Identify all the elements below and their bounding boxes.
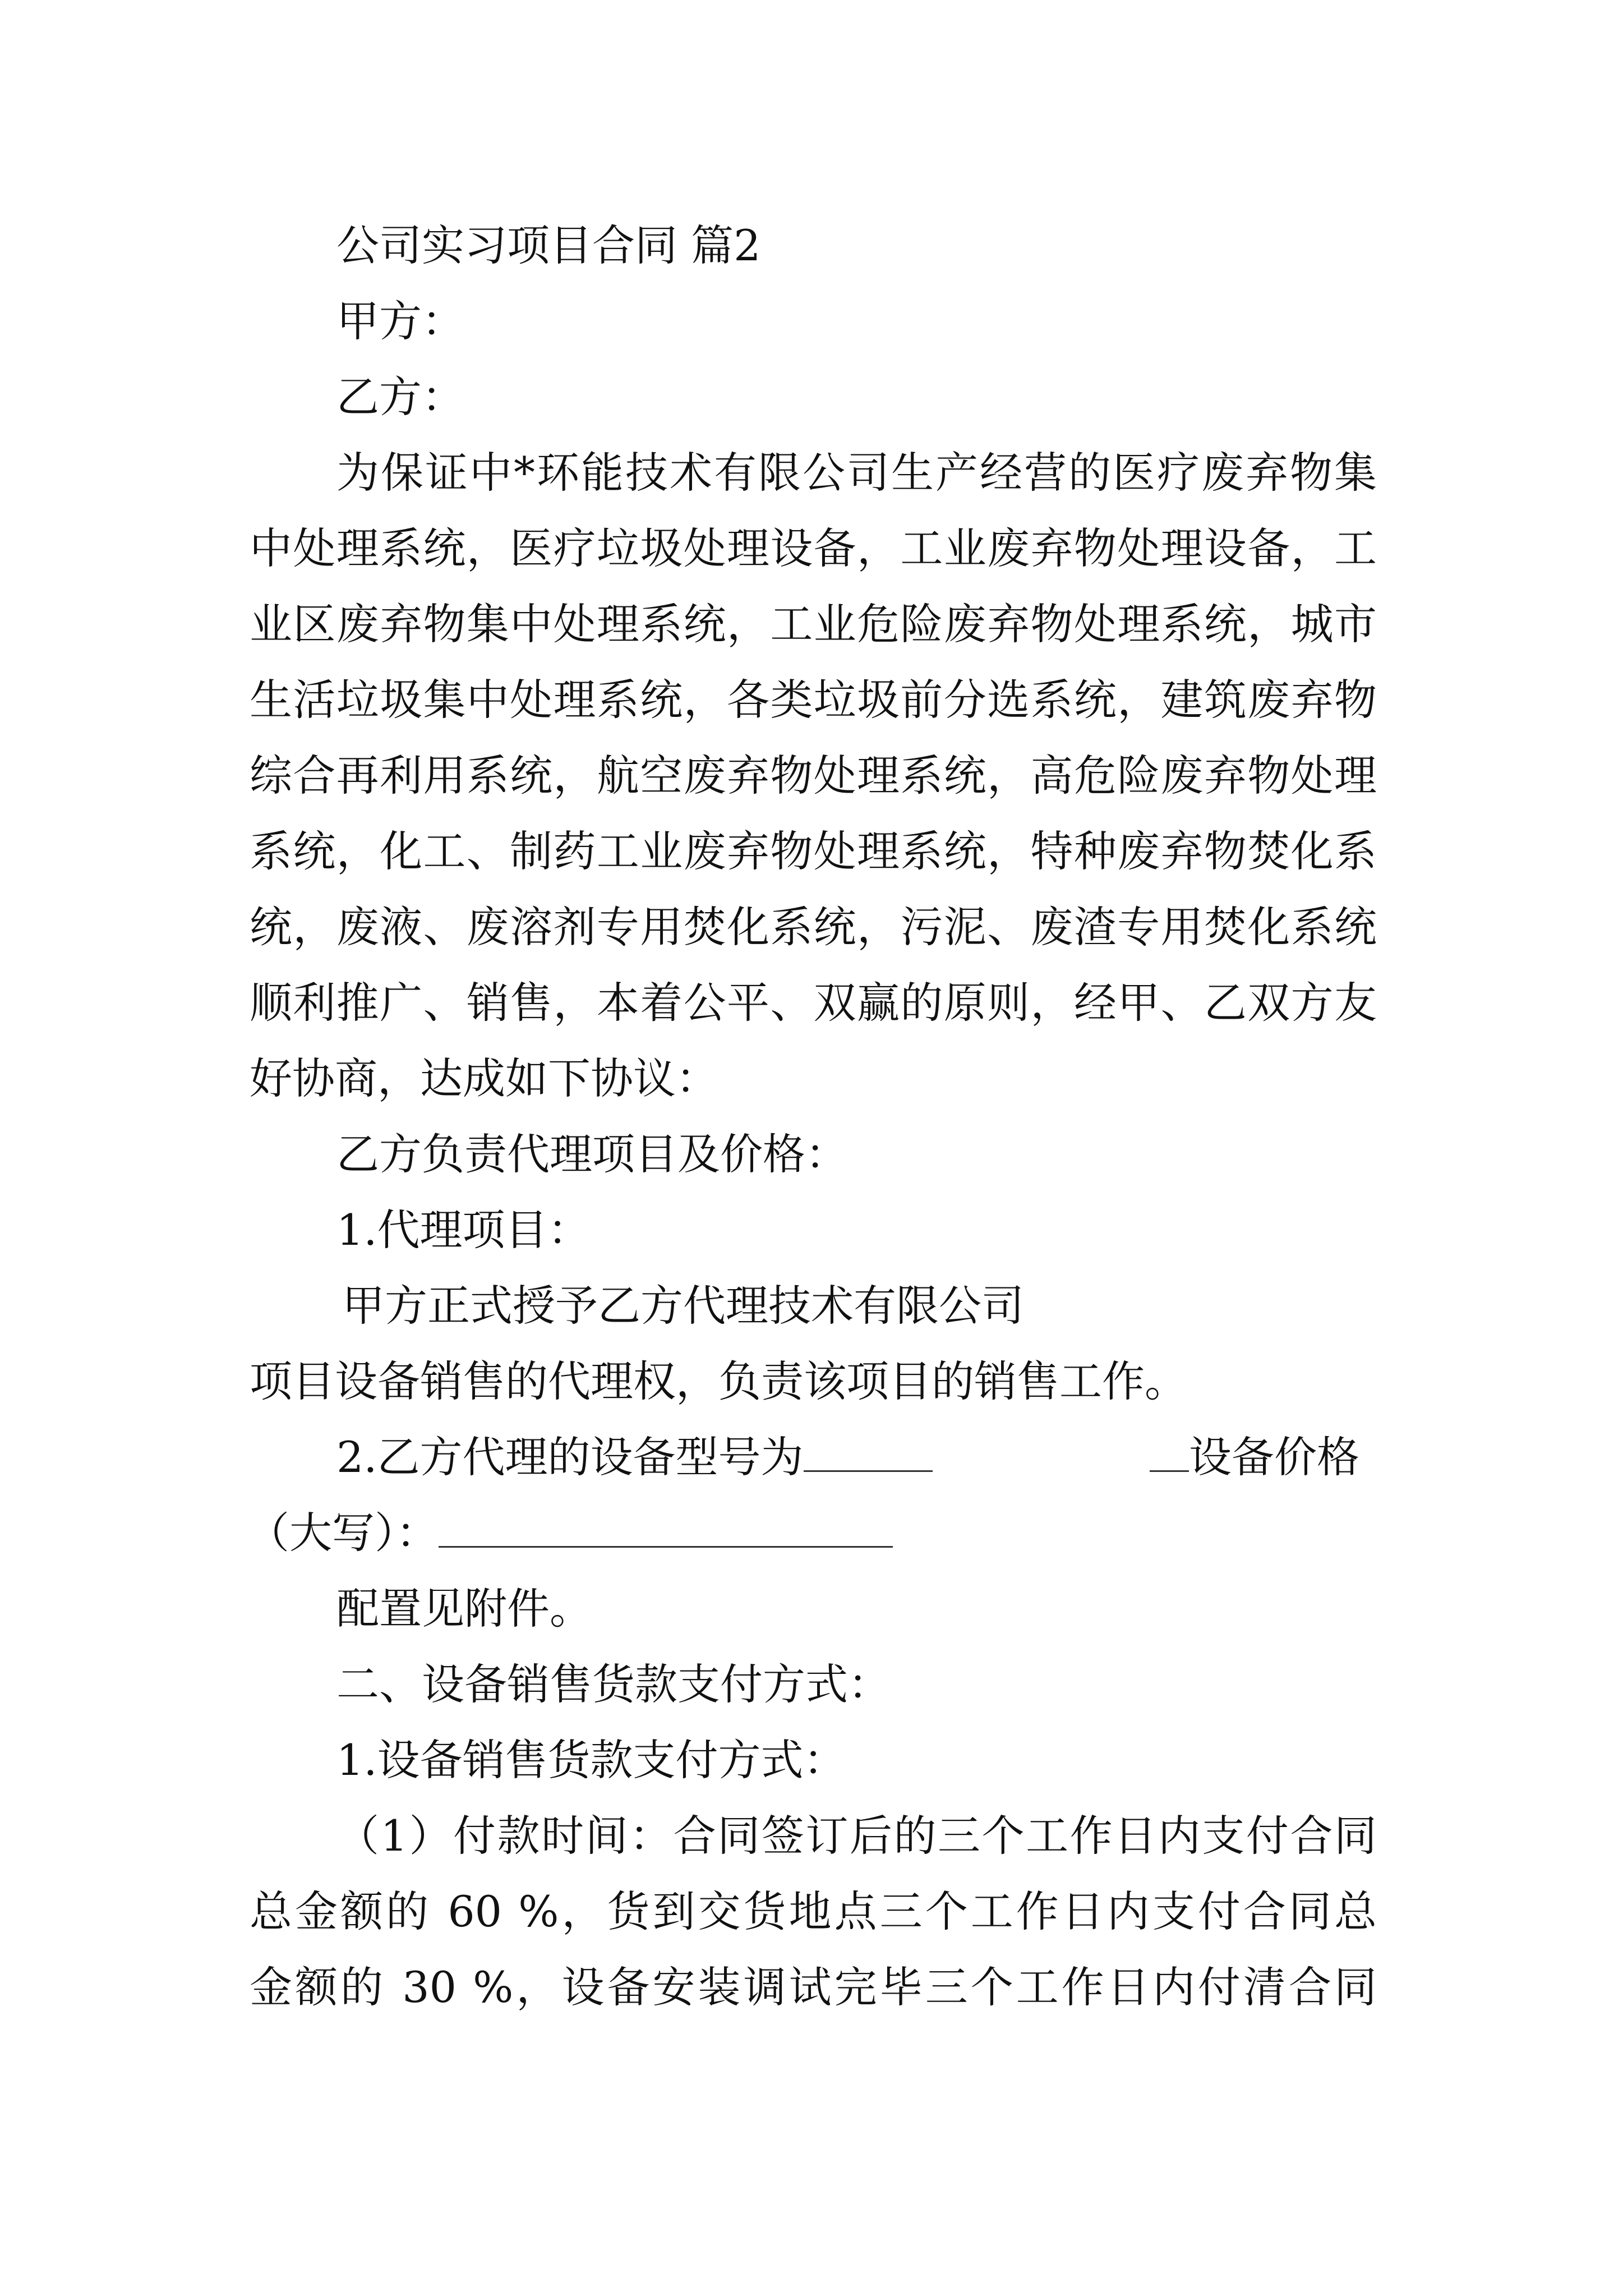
price-uppercase-blank (439, 1507, 893, 1548)
item-2-price-label-line (1150, 1430, 1377, 1484)
item-1-heading: 1.代理项目： (336, 1205, 591, 1255)
payment-item-1-heading: 1.设备销售货款支付方式： (336, 1735, 846, 1785)
model-blank-tail (1150, 1431, 1189, 1472)
price-uppercase-line (247, 1506, 1374, 1560)
preamble-line: 顺利推广、销售，本着公平、双赢的原则，经甲、乙双方友 (250, 978, 1377, 1028)
item-1-text: 甲方正式授予乙方代理技术有限公司 (342, 1281, 1024, 1331)
payment-line: 金额的 30 %，设备安装调试完毕三个工作日内付清合同 (250, 1962, 1377, 2012)
item-2-label: 2.乙方代理的设备型号为 (336, 1432, 804, 1482)
document-heading: 公司实习项目合同 篇2 (336, 220, 761, 270)
payment-line: 总金额的 60 %，货到交货地点三个工作日内支付合同总 (250, 1887, 1377, 1936)
party-a-label: 甲方： (336, 296, 464, 346)
preamble-line: 中处理系统，医疗垃圾处理设备，工业废弃物处理设备，工 (250, 523, 1377, 573)
preamble-line: 好协商，达成如下协议： (250, 1053, 718, 1103)
preamble-line: 综合再利用系统，航空废弃物处理系统，高危险废弃物处理 (250, 751, 1377, 800)
preamble-line: 系统，化工、制药工业废弃物处理系统，特种废弃物焚化系 (250, 826, 1377, 876)
preamble-line: 生活垃圾集中处理系统，各类垃圾前分选系统，建筑废弃物 (250, 675, 1377, 725)
item-2-price-label: 设备价格 (1189, 1432, 1359, 1482)
preamble-line: 为保证中*环能技术有限公司生产经营的医疗废弃物集 (336, 448, 1377, 498)
party-b-label: 乙方： (336, 372, 464, 422)
payment-line: （1）付款时间：合同签订后的三个工作日内支付合同 (336, 1811, 1377, 1861)
model-blank (804, 1431, 933, 1472)
preamble-line: 统，废液、废溶剂专用焚化系统，污泥、废渣专用焚化系统 (250, 902, 1377, 952)
item-1-text: 项目设备销售的代理权，负责该项目的销售工作。 (250, 1356, 1187, 1406)
price-uppercase-label: （大写）： (247, 1508, 439, 1558)
section-payment-heading: 二、设备销售货款支付方式： (336, 1659, 891, 1709)
section-agency-heading: 乙方负责代理项目及价格： (336, 1129, 848, 1179)
config-note: 配置见附件。 (336, 1584, 592, 1634)
preamble-line: 业区废弃物集中处理系统，工业危险废弃物处理系统，城市 (250, 599, 1377, 649)
